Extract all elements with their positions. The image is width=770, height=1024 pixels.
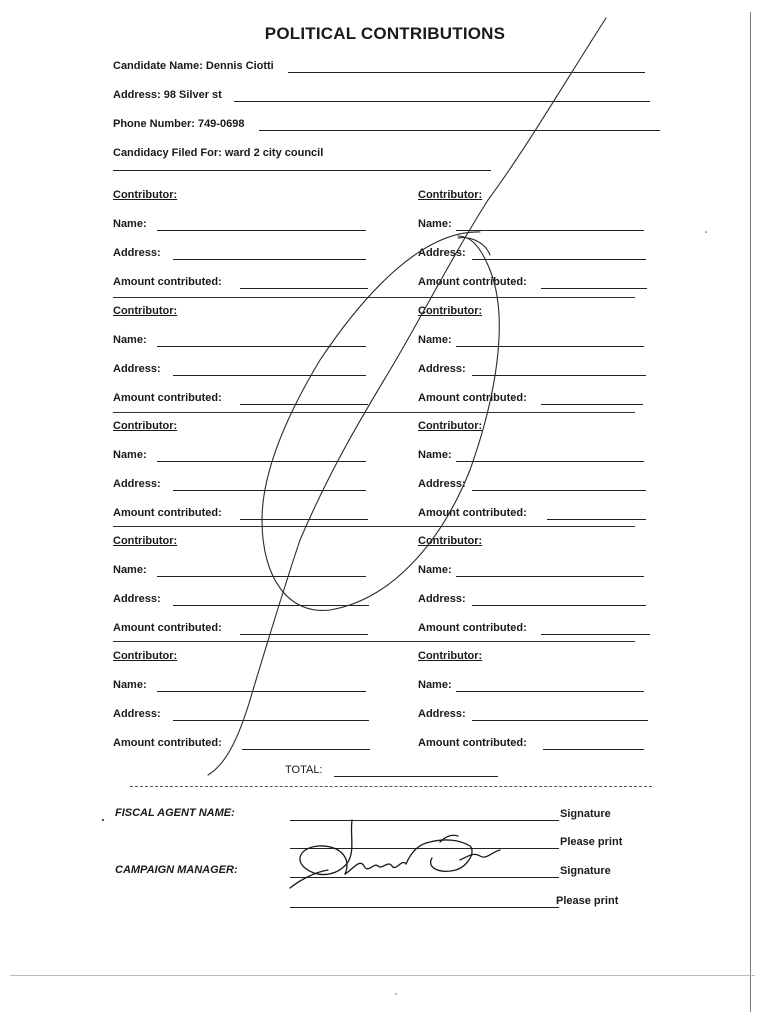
contributor-amount-label: Amount contributed: (113, 622, 222, 634)
contributor-name-label: Name: (113, 564, 147, 576)
contributor-heading: Contributor: (418, 305, 483, 317)
contributor-name-label: Name: (113, 679, 147, 691)
campaign-manager-signature-label: Signature (560, 865, 611, 877)
contributor-name-label: Name: (418, 334, 452, 346)
contributor-name-label: Name: (113, 334, 147, 346)
contributor-name-label: Name: (418, 564, 452, 576)
campaign-manager-label: CAMPAIGN MANAGER: (115, 864, 238, 876)
contributor-amount-label: Amount contributed: (113, 392, 222, 404)
contributor-heading: Contributor: (113, 305, 178, 317)
contributor-amount-label: Amount contributed: (418, 507, 527, 519)
candidacy-filed-label: Candidacy Filed For: ward 2 city council (113, 147, 324, 159)
contributor-name-label: Name: (418, 679, 452, 691)
contributor-address-label: Address: (113, 363, 161, 375)
contributor-amount-label: Amount contributed: (418, 622, 527, 634)
candidate-name-label: Candidate Name: Dennis Ciotti (113, 60, 274, 72)
contributor-name-label: Name: (113, 218, 147, 230)
contributor-address-label: Address: (418, 247, 466, 259)
contributor-heading: Contributor: (113, 189, 178, 201)
contributor-name-label: Name: (113, 449, 147, 461)
contributor-amount-label: Amount contributed: (418, 276, 527, 288)
form-title: POLITICAL CONTRIBUTIONS (264, 24, 506, 43)
contributor-heading: Contributor: (418, 420, 483, 432)
contributor-amount-label: Amount contributed: (113, 276, 222, 288)
contributor-amount-label: Amount contributed: (418, 392, 527, 404)
contributor-address-label: Address: (113, 708, 161, 720)
strike-through-mark (208, 18, 606, 775)
contributor-heading: Contributor: (418, 189, 483, 201)
contributor-heading: Contributor: (418, 650, 483, 662)
contributor-amount-label: Amount contributed: (113, 507, 222, 519)
contributor-heading: Contributor: (113, 535, 178, 547)
contributor-address-label: Address: (418, 708, 466, 720)
contributor-amount-label: Amount contributed: (418, 737, 527, 749)
contributor-name-label: Name: (418, 218, 452, 230)
signature-mark (290, 820, 500, 888)
contributor-name-label: Name: (418, 449, 452, 461)
contributor-address-label: Address: (418, 593, 466, 605)
contributor-address-label: Address: (113, 593, 161, 605)
fiscal-agent-label: FISCAL AGENT NAME: (115, 807, 235, 819)
candidate-phone-label: Phone Number: 749-0698 (113, 118, 245, 130)
fiscal-agent-print-label: Please print (560, 836, 623, 848)
campaign-manager-print-label: Please print (556, 895, 619, 907)
contributor-amount-label: Amount contributed: (113, 737, 222, 749)
contributor-heading: Contributor: (113, 650, 178, 662)
candidate-address-label: Address: 98 Silver st (113, 89, 222, 101)
contributor-address-label: Address: (113, 247, 161, 259)
contributor-heading: Contributor: (113, 420, 178, 432)
contributor-heading: Contributor: (418, 535, 483, 547)
fiscal-agent-signature-label: Signature (560, 808, 611, 820)
total-label: TOTAL: (285, 764, 323, 776)
contributor-address-label: Address: (113, 478, 161, 490)
contributor-address-label: Address: (418, 363, 466, 375)
contributor-address-label: Address: (418, 478, 466, 490)
